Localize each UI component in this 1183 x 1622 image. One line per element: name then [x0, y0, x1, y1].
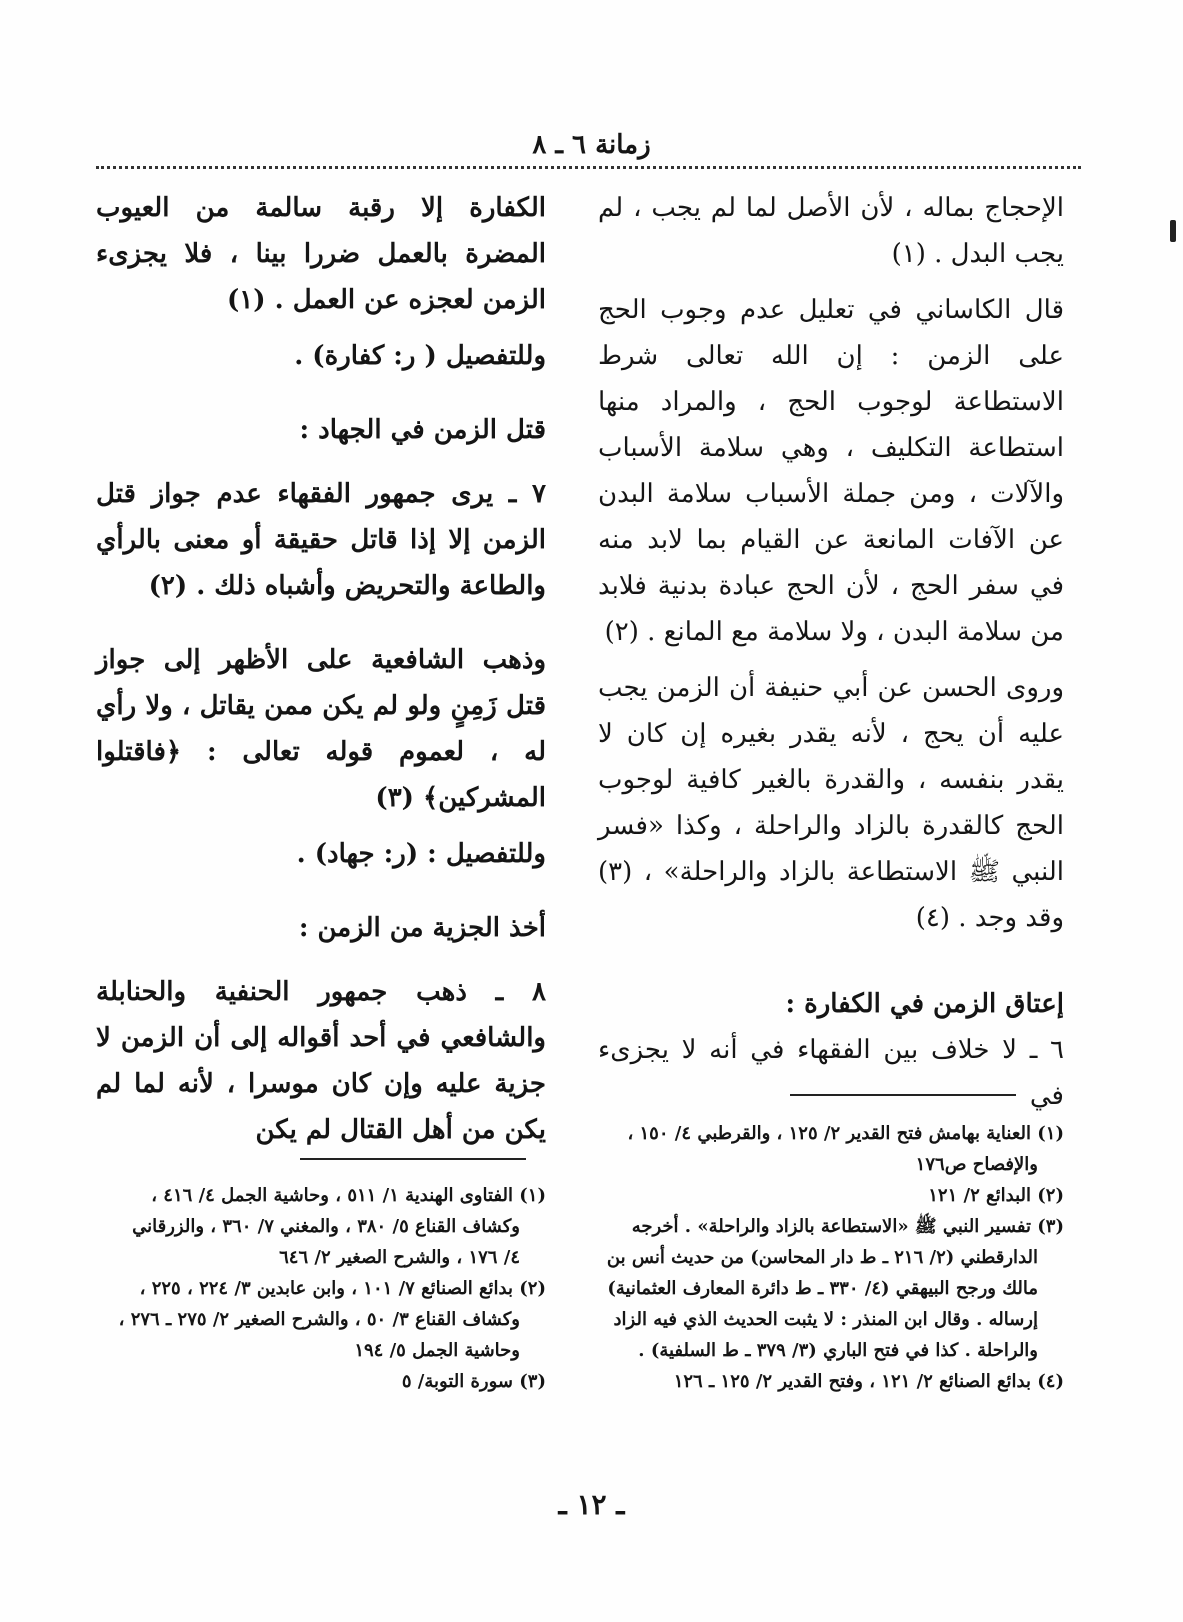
footnote-line: ٤/ ١٧٦ ، والشرح الصغير ٢/ ٦٤٦: [279, 1247, 520, 1268]
footnote-line: الدارقطني (٢/ ٢١٦ ـ ط دار المحاسن) من حديث أنس بن: [606, 1247, 1038, 1268]
footnote-line: وحاشية الجمل ٥/ ١٩٤: [354, 1340, 520, 1361]
left-paragraph-1: الكفارة إلا رقبة سالمة من العيوب المضرة بالعمل ضررا بينا ، فلا يجزىء الزمن لعجزه عن العمل . (١): [96, 193, 546, 315]
footnote-line: (٣) سورة التوبة/ ٥: [401, 1371, 546, 1392]
right-paragraph-1: الإحجاج بماله ، لأن الأصل لما لم يجب ، لم يجب البدل . (١): [598, 193, 1064, 269]
left-paragraph-5: وللتفصيل : (ر: جهاد) .: [296, 839, 546, 869]
left-paragraph-2: وللتفصيل ( ر: كفارة) .: [294, 341, 546, 371]
footnote-line: مالك ورجح البيهقي (٤/ ٣٣٠ ـ ط دائرة المعارف العثمانية): [607, 1278, 1038, 1299]
header-dotted-rule: [96, 166, 1081, 169]
left-paragraph-6: ٨ ـ ذهب جمهور الحنفية والحنابلة والشافعي في أحد أقواله إلى أن الزمن لا جزية عليه وإن كان موسرا ، لأنه لما لم يكن من أهل القتال لم يكن: [96, 977, 546, 1145]
right-paragraph-4: ٦ ـ لا خلاف بين الفقهاء في أنه لا يجزىء في: [598, 1035, 1064, 1111]
footnotes-right: [598, 1118, 1064, 1397]
footnote-line: والراحلة . كذا في فتح الباري (٣/ ٣٧٩ ـ ط السلفية) .: [638, 1340, 1038, 1361]
section-heading-jihad: قتل الزمن في الجهاد :: [299, 415, 546, 445]
page-header: زمانة ٦ ـ ٨: [532, 130, 651, 160]
footnote-separator-right: [790, 1094, 1016, 1096]
footnote-separator-left: [300, 1158, 526, 1160]
footnote-line: (١) العناية بهامش فتح القدير ٢/ ١٢٥ ، والقرطبي ٤/ ١٥٠ ،: [627, 1123, 1064, 1144]
left-paragraph-4: وذهب الشافعية على الأظهر إلى جواز قتل زَمِنٍ ولو لم يكن ممن يقاتل ، ولا رأي له ، لعموم قوله تعالى : ﴿فاقتلوا المشركين﴾ (٣): [96, 645, 546, 813]
footnote-line: والإفصاح ص١٧٦: [915, 1154, 1038, 1175]
section-heading-emancipation: إعتاق الزمن في الكفارة :: [785, 989, 1064, 1019]
footnote-line: إرساله . وقال ابن المنذر : لا يثبت الحديث الذي فيه الزاد: [613, 1309, 1038, 1330]
right-column: [598, 185, 1064, 1129]
page-number: ـ ١٢ ـ: [558, 1488, 625, 1521]
footnotes-left: [96, 1180, 546, 1397]
footnote-line: وكشاف القناع ٥/ ٣٨٠ ، والمغني ٧/ ٣٦٠ ، والزرقاني: [132, 1216, 520, 1237]
right-paragraph-3: وروى الحسن عن أبي حنيفة أن الزمن يجب عليه أن يحج ، لأنه يقدر بغيره إن كان لا يقدر بنفسه ، والقدرة بالغير كافية لوجوب الحج كالقدرة بالزاد والراحلة ، وكذا «فسر النبي ﷺ الاستطاعة بالزاد والراحلة» ، (٣) وقد وجد . (٤): [598, 673, 1064, 933]
footnote-line: وكشاف القناع ٣/ ٥٠ ، والشرح الصغير ٢/ ٢٧٥ ـ ٢٧٦ ،: [118, 1309, 520, 1330]
section-heading-jizya: أخذ الجزية من الزمن :: [298, 913, 546, 943]
footnote-line: (٢) البدائع ٢/ ١٢١: [928, 1185, 1064, 1206]
left-paragraph-3: ٧ ـ يرى جمهور الفقهاء عدم جواز قتل الزمن إلا إذا قاتل حقيقة أو معنى بالرأي والطاعة والتحريض وأشباه ذلك . (٢): [96, 479, 546, 601]
left-column: [96, 185, 546, 1163]
footnote-line: (٤) بدائع الصنائع ٢/ ١٢١ ، وفتح القدير ٢/ ١٢٥ ـ ١٢٦: [673, 1371, 1064, 1392]
right-paragraph-2: قال الكاساني في تعليل عدم وجوب الحج على الزمن : إن الله تعالى شرط الاستطاعة لوجوب الحج ، والمراد منها استطاعة التكليف ، وهي سلامة الأسباب والآلات ، ومن جملة الأسباب سلامة البدن عن الآفات المانعة عن القيام بما لابد منه في سفر الحج ، لأن الحج عبادة بدنية فلابد من سلامة البدن ، ولا سلامة مع المانع . (٢): [598, 295, 1064, 647]
footnote-line: (٢) بدائع الصنائع ٧/ ١٠١ ، وابن عابدين ٣/ ٢٢٤ ، ٢٢٥ ،: [139, 1278, 546, 1299]
margin-mark: [1170, 220, 1176, 242]
footnote-line: (١) الفتاوى الهندية ١/ ٥١١ ، وحاشية الجمل ٤/ ٤١٦ ،: [151, 1185, 546, 1206]
footnote-line: (٣) تفسير النبي ﷺ «الاستطاعة بالزاد والراحلة» . أخرجه: [631, 1216, 1064, 1237]
